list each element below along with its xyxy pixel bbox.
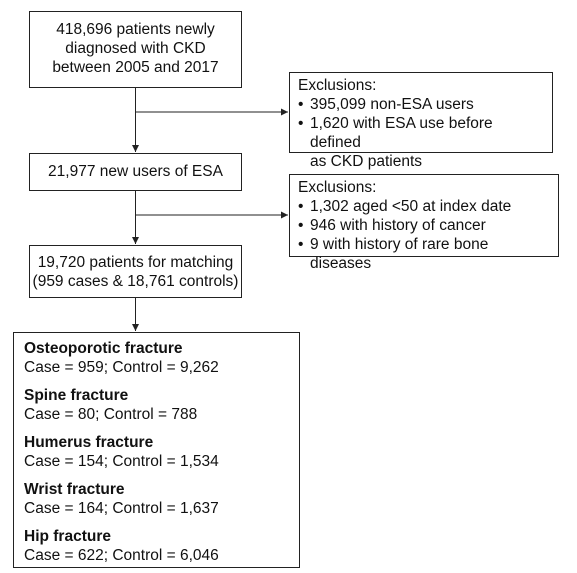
box-newly-diagnosed <box>29 11 242 88</box>
result-title: Humerus fracture <box>24 434 154 451</box>
result-values: Case = 80; Control = 788 <box>24 406 198 423</box>
box-line: between 2005 and 2017 <box>52 59 219 76</box>
result-title: Spine fracture <box>24 387 129 404</box>
result-osteoporotic <box>24 339 289 377</box>
result-values: Case = 959; Control = 9,262 <box>24 359 219 376</box>
exclusion-item: • 9 with history of rare bone diseases <box>298 235 550 273</box>
box-new-users <box>29 153 242 191</box>
result-values: Case = 154; Control = 1,534 <box>24 453 219 470</box>
result-title: Hip fracture <box>24 528 111 545</box>
box-line: (959 cases & 18,761 controls) <box>32 273 239 290</box>
exclusion-item-continuation: as CKD patients <box>310 153 422 170</box>
result-title: Wrist fracture <box>24 481 125 498</box>
result-wrist <box>24 480 289 518</box>
box-exclusions-1 <box>289 72 553 170</box>
exclusions-list <box>298 95 544 152</box>
box-line: 418,696 patients newly <box>56 21 215 38</box>
exclusions-heading: Exclusions: <box>298 77 377 94</box>
box-matching <box>29 245 242 298</box>
exclusion-item: • 946 with history of cancer <box>298 216 550 235</box>
exclusion-item: • 395,099 non-ESA users <box>298 95 544 114</box>
result-hip <box>24 527 289 565</box>
result-values: Case = 164; Control = 1,637 <box>24 500 219 517</box>
exclusions-heading: Exclusions: <box>298 179 377 196</box>
exclusion-item: • 1,302 aged <50 at index date <box>298 197 550 216</box>
box-fracture-results <box>13 332 300 568</box>
result-title: Osteoporotic fracture <box>24 340 183 357</box>
result-spine <box>24 386 289 424</box>
result-values: Case = 622; Control = 6,046 <box>24 547 219 564</box>
exclusions-list <box>298 197 550 273</box>
box-line: diagnosed with CKD <box>65 40 206 57</box>
box-line: 19,720 patients for matching <box>37 254 234 271</box>
box-line: 21,977 new users of ESA <box>48 163 223 180</box>
box-exclusions-2 <box>289 174 559 272</box>
exclusion-item: • 1,620 with ESA use before defined <box>298 114 544 152</box>
result-humerus <box>24 433 289 471</box>
